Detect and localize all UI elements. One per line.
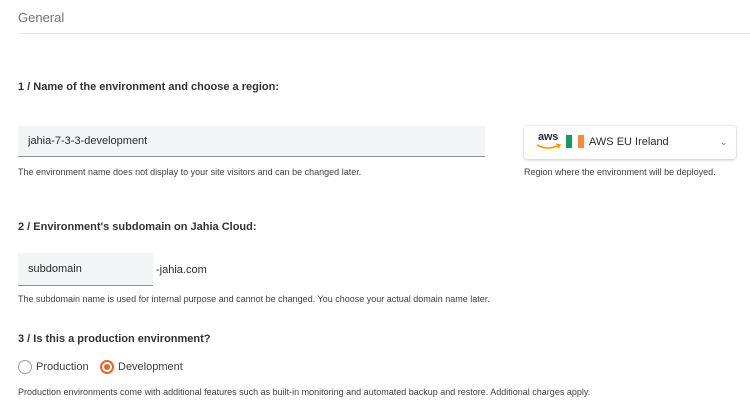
subdomain-help: The subdomain name is used for internal purpose and cannot be changed. You choose your actual domain name later. bbox=[18, 294, 490, 304]
ireland-flag-icon bbox=[566, 135, 584, 148]
environment-name-help: The environment name does not display to your site visitors and can be changed later. bbox=[18, 167, 362, 177]
subdomain-suffix: -jahia.com bbox=[156, 264, 207, 276]
aws-smile-icon bbox=[536, 143, 562, 151]
production-radio[interactable] bbox=[18, 360, 32, 374]
aws-logo-icon: aws bbox=[538, 131, 559, 143]
environment-name-input[interactable] bbox=[18, 126, 485, 157]
step1-question: 1 / Name of the environment and choose a region: bbox=[18, 81, 279, 93]
step3-question: 3 / Is this a production environment? bbox=[18, 333, 211, 345]
region-help: Region where the environment will be deployed. bbox=[524, 167, 716, 177]
section-divider bbox=[18, 33, 750, 34]
region-selected-label: AWS EU Ireland bbox=[589, 136, 669, 148]
step2-question: 2 / Environment's subdomain on Jahia Cloud: bbox=[18, 221, 257, 233]
development-radio-label[interactable]: Development bbox=[118, 361, 183, 373]
region-select[interactable] bbox=[524, 126, 736, 159]
production-radio-label[interactable]: Production bbox=[36, 361, 89, 373]
section-title: General bbox=[18, 10, 65, 25]
chevron-down-icon: ⌄ bbox=[720, 137, 728, 147]
production-help: Production environments come with additional features such as built-in monitoring and automated backup and restore. Additional charges apply. bbox=[18, 387, 591, 397]
development-radio[interactable] bbox=[100, 360, 114, 374]
subdomain-input[interactable] bbox=[18, 253, 153, 286]
